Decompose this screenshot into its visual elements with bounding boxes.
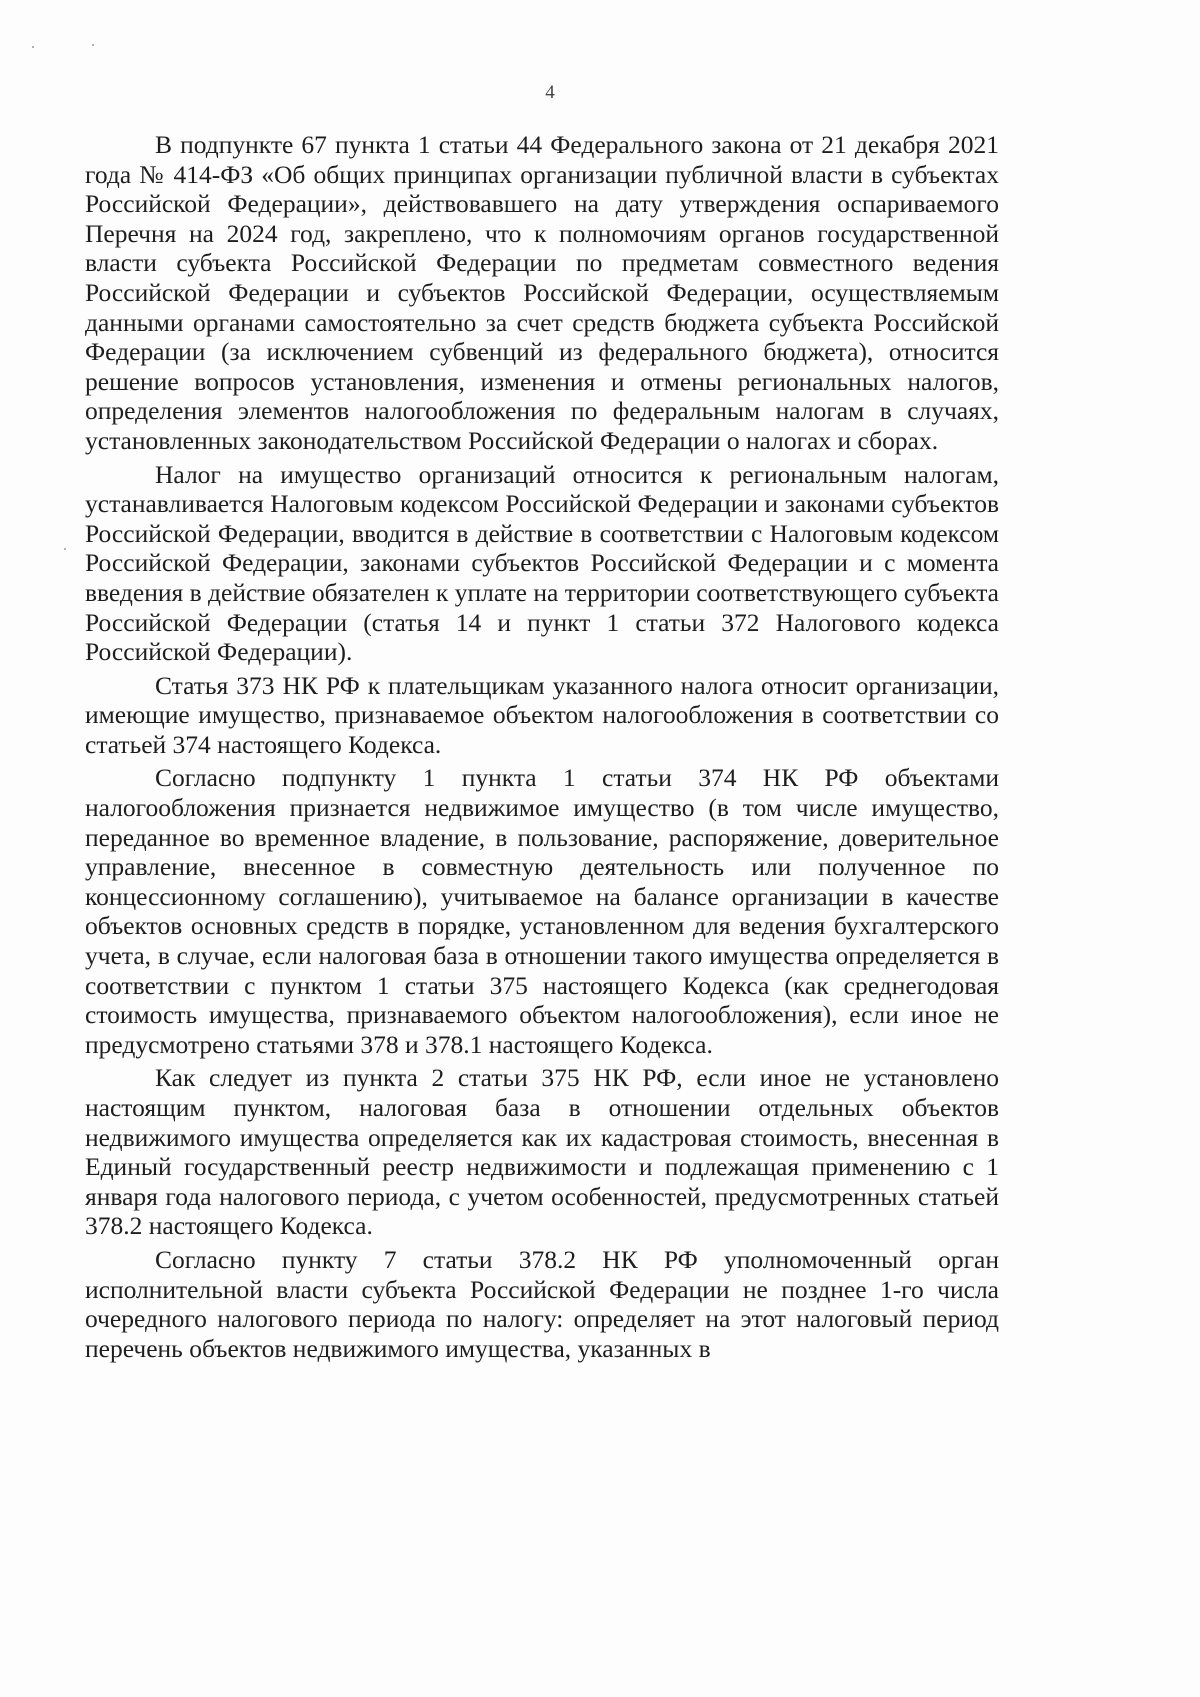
scan-speck: [32, 46, 34, 48]
document-body: [85, 130, 999, 1367]
page-number: 4: [545, 82, 555, 103]
paragraph: Согласно подпункту 1 пункта 1 статьи 374 НК РФ объектами налогообложения признается недвижимое имущество (в том числе имущество, переданное во временное владение, в пользование, распоряжение, доверительное управление, внесенное в совместную деятельность или полученное по концессионному соглашению), учитываемое на балансе организации в качестве объектов основных средств в порядке, установленном для ведения бухгалтерского учета, в случае, если налоговая база в отношении такого имущества определяется в соответствии с пунктом 1 статьи 375 настоящего Кодекса (как среднегодовая стоимость имущества, признаваемого объектом налогообложения), если иное не предусмотрено статьями 378 и 378.1 настоящего Кодекса.: [85, 763, 999, 1059]
paragraph: Налог на имущество организаций относится к региональным налогам, устанавливается Налоговым кодексом Российской Федерации и законами субъектов Российской Федерации, вводится в действие в соответствии с Налоговым кодексом Российской Федерации, законами субъектов Российской Федерации и с момента введения в действие обязателен к уплате на территории соответствующего субъекта Российской Федерации (статья 14 и пункт 1 статьи 372 Налогового кодекса Российской Федерации).: [85, 459, 999, 667]
paragraph: Статья 373 НК РФ к плательщикам указанного налога относит организации, имеющие имущество, признаваемое объектом налогообложения в соответствии со статьей 374 настоящего Кодекса.: [85, 670, 999, 759]
paragraph: Как следует из пункта 2 статьи 375 НК РФ, если иное не установлено настоящим пунктом, налоговая база в отношении отдельных объектов недвижимого имущества определяется как их кадастровая стоимость, внесенная в Единый государственный реестр недвижимости и подлежащая применению с 1 января года налогового периода, с учетом особенностей, предусмотренных статьей 378.2 настоящего Кодекса.: [85, 1063, 999, 1241]
scan-speck: [64, 548, 66, 550]
paragraph: В подпункте 67 пункта 1 статьи 44 Федерального закона от 21 декабря 2021 года № 414-ФЗ «Об общих принципах организации публичной власти в субъектах Российской Федерации», действовавшего на дату утверждения оспариваемого Перечня на 2024 год, закреплено, что к полномочиям органов государственной власти субъекта Российской Федерации по предметам совместного ведения Российской Федерации и субъектов Российской Федерации, осуществляемым данными органами самостоятельно за счет средств бюджета субъекта Российской Федерации (за исключением субвенций из федерального бюджета), относится решение вопросов установления, изменения и отмены региональных налогов, определения элементов налогообложения по федеральным налогам в случаях, установленных законодательством Российской Федерации о налогах и сборах.: [85, 130, 999, 455]
paragraph: Согласно пункту 7 статьи 378.2 НК РФ уполномоченный орган исполнительной власти субъекта Российской Федерации не позднее 1-го числа очередного налогового периода по налогу: определяет на этот налоговый период перечень объектов недвижимого имущества, указанных в: [85, 1244, 999, 1363]
scan-speck: [92, 44, 94, 46]
